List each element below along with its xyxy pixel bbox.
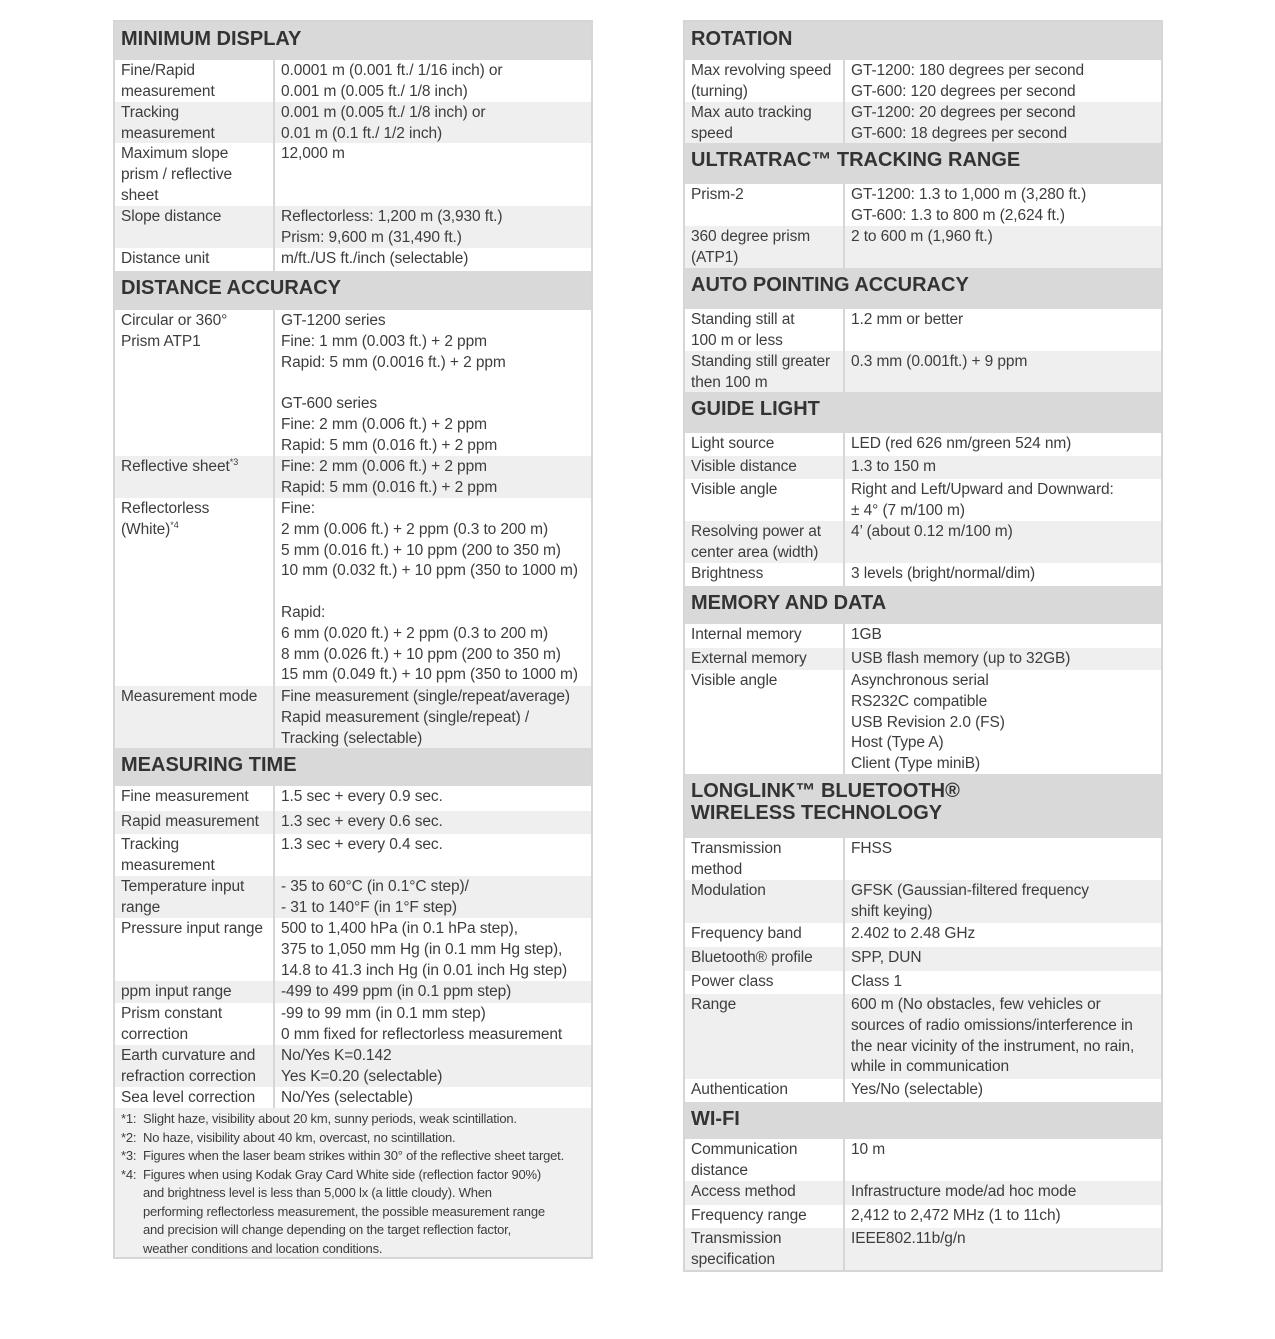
spec-label-cell — [115, 686, 275, 748]
spec-label-cell — [685, 479, 845, 521]
spec-label: Internal memory — [691, 626, 802, 643]
section-heading — [685, 586, 1161, 624]
spec-value-cell — [845, 838, 1161, 880]
footnotes — [115, 1108, 591, 1257]
spec-label-cell — [115, 1087, 275, 1108]
spec-value-cell — [845, 456, 1161, 479]
spec-value: Class 1 — [851, 973, 902, 990]
spec-value: 3 levels (bright/normal/dim) — [851, 565, 1036, 582]
spec-label-cell — [685, 1079, 845, 1102]
spec-value: 500 to 1,400 hPa (in 0.1 hPa step), 375 to 1,050 mm Hg (in 0.1 mm Hg step), 14.8 to 41.3 inch Hg (in 0.01 inch Hg step) — [281, 920, 568, 979]
spec-row — [115, 811, 591, 834]
spec-value-cell — [845, 923, 1161, 947]
spec-value-cell — [845, 1205, 1161, 1228]
spec-value: Yes/No (selectable) — [851, 1081, 983, 1098]
spec-value-cell — [845, 521, 1161, 563]
spec-label: Rapid measurement — [121, 813, 259, 830]
spec-label-cell — [685, 60, 845, 102]
section-guide-light — [685, 392, 1161, 586]
spec-value: GT-1200 series Fine: 1 mm (0.003 ft.) + 2 ppm Rapid: 5 mm (0.0016 ft.) + 2 ppm GT-600 series Fine: 2 mm (0.006 ft.) + 2 ppm Rapid: 5 mm (0.016 ft.) + 2 ppm — [281, 312, 506, 454]
spec-row — [115, 918, 591, 981]
spec-value-cell — [275, 60, 591, 102]
spec-label-cell — [685, 1205, 845, 1228]
spec-label-cell — [685, 880, 845, 923]
footnote-text: Figures when the laser beam strikes within 30° of the reflective sheet target. — [143, 1148, 564, 1163]
left-spec-column — [113, 20, 593, 1259]
spec-value: 1.2 mm or better — [851, 311, 964, 328]
spec-label-cell — [685, 184, 845, 226]
spec-row — [115, 834, 591, 876]
spec-value-cell — [275, 1087, 591, 1108]
spec-value: 1.3 sec + every 0.6 sec. — [281, 813, 443, 830]
spec-value: GT-1200: 1.3 to 1,000 m (3,280 ft.) GT-600: 1.3 to 800 m (2,624 ft.) — [851, 186, 1087, 224]
spec-value-cell — [845, 670, 1161, 774]
spec-value-cell — [845, 1079, 1161, 1102]
spec-value: m/ft./US ft./inch (selectable) — [281, 250, 469, 267]
spec-row — [685, 648, 1161, 670]
spec-value: 1.3 sec + every 0.4 sec. — [281, 836, 443, 853]
spec-value: - 35 to 60°C (in 0.1°C step)/ - 31 to 140°F (in 1°F step) — [281, 878, 469, 916]
spec-value: No/Yes K=0.142 Yes K=0.20 (selectable) — [281, 1047, 443, 1085]
spec-row — [115, 686, 591, 748]
spec-label: Standing still at 100 m or less — [691, 311, 795, 349]
spec-row — [685, 521, 1161, 563]
spec-label: Light source — [691, 435, 775, 452]
spec-row — [115, 206, 591, 248]
spec-value-cell — [845, 1228, 1161, 1270]
section-heading — [685, 22, 1161, 60]
spec-row — [685, 351, 1161, 392]
section-heading-text: MEASURING TIME — [121, 754, 297, 776]
spec-value-cell — [275, 981, 591, 1003]
spec-value-cell — [845, 947, 1161, 971]
spec-value: Fine: 2 mm (0.006 ft.) + 2 ppm (0.3 to 200 m) 5 mm (0.016 ft.) + 10 ppm (200 to 350 m) 10 mm (0.032 ft.) + 10 ppm (350 to 1000 m) Rapid: 6 mm (0.020 ft.) + 2 ppm (0.3 to 200 m) 8 mm (0.026 ft.) + 10 ppm (200 to 350 m) 15 mm (0.049 ft.) + 10 ppm (350 to 1000 m) — [281, 500, 578, 684]
spec-value: 2,412 to 2,472 MHz (1 to 11ch) — [851, 1207, 1061, 1224]
spec-label: Visible angle — [691, 481, 778, 498]
spec-label-cell — [115, 102, 275, 143]
spec-row — [685, 1228, 1161, 1270]
spec-label: Power class — [691, 973, 774, 990]
spec-value-cell — [275, 1003, 591, 1045]
spec-value: GT-1200: 180 degrees per second GT-600: 120 degrees per second — [851, 62, 1085, 100]
spec-label: Circular or 360° Prism ATP1 — [121, 312, 228, 350]
section-heading-text: WI-FI — [691, 1108, 740, 1130]
spec-value-cell — [845, 309, 1161, 351]
spec-label-cell — [115, 310, 275, 456]
footnote — [121, 1166, 585, 1259]
spec-label: Visible distance — [691, 458, 797, 475]
section-memory-and-data — [685, 586, 1161, 774]
spec-value-cell — [845, 994, 1161, 1079]
spec-label: Tracking measurement — [121, 104, 215, 142]
footnote-text: Slight haze, visibility about 20 km, sunny periods, weak scintillation. — [143, 1111, 517, 1126]
spec-value: -499 to 499 ppm (in 0.1 ppm step) — [281, 983, 512, 1000]
spec-value: 12,000 m — [281, 145, 345, 162]
spec-label-cell — [685, 838, 845, 880]
spec-label: Resolving power at center area (width) — [691, 523, 822, 561]
spec-value: 2.402 to 2.48 GHz — [851, 925, 976, 942]
section-heading — [685, 774, 1161, 838]
right-spec-column — [683, 20, 1163, 1272]
spec-value-cell — [275, 834, 591, 876]
spec-label: Bluetooth® profile — [691, 949, 813, 966]
spec-value-cell — [275, 248, 591, 271]
spec-label-cell — [685, 102, 845, 143]
section-longlink-bluetooth-wireless-technology — [685, 774, 1161, 1102]
section-heading-text: ULTRATRAC™ TRACKING RANGE — [691, 149, 1021, 171]
spec-row — [685, 994, 1161, 1079]
spec-row — [685, 226, 1161, 268]
spec-value: 4’ (about 0.12 m/100 m) — [851, 523, 1013, 540]
spec-label: Visible angle — [691, 672, 778, 689]
spec-value-cell — [275, 498, 591, 686]
spec-label-cell — [685, 994, 845, 1079]
spec-value: Right and Left/Upward and Downward: ± 4° (7 m/100 m) — [851, 481, 1114, 519]
spec-label-cell — [115, 918, 275, 981]
spec-label: Reflective sheet — [121, 458, 230, 475]
spec-value-cell — [275, 918, 591, 981]
spec-value-cell — [275, 456, 591, 498]
spec-row — [685, 563, 1161, 586]
section-auto-pointing-accuracy — [685, 268, 1161, 392]
spec-value: 0.001 m (0.005 ft./ 1/8 inch) or 0.01 m (0.1 ft./ 1/2 inch) — [281, 104, 486, 142]
spec-value: 10 m — [851, 1141, 886, 1158]
spec-label: Transmission method — [691, 840, 782, 878]
spec-row — [685, 433, 1161, 456]
spec-label: Standing still greater then 100 m — [691, 353, 831, 391]
spec-row — [685, 309, 1161, 351]
spec-row — [115, 1087, 591, 1108]
spec-value-cell — [845, 648, 1161, 670]
spec-label: Earth curvature and refraction correction — [121, 1047, 256, 1085]
spec-row — [685, 880, 1161, 923]
spec-value-cell — [845, 226, 1161, 268]
spec-value: Asynchronous serial RS232C compatible USB Revision 2.0 (FS) Host (Type A) Client (Type miniB) — [851, 672, 1005, 773]
section-heading — [115, 22, 591, 60]
spec-label: Slope distance — [121, 208, 222, 225]
spec-value: IEEE802.11b/g/n — [851, 1230, 966, 1247]
spec-value: GFSK (Gaussian-filtered frequency shift keying) — [851, 882, 1089, 920]
spec-value-cell — [845, 1139, 1161, 1181]
footnote-ref: *4 — [170, 519, 179, 530]
section-heading — [115, 748, 591, 786]
spec-value: SPP, DUN — [851, 949, 922, 966]
spec-label: ppm input range — [121, 983, 232, 1000]
spec-row — [685, 479, 1161, 521]
spec-value: 1.3 to 150 m — [851, 458, 936, 475]
spec-label-cell — [685, 521, 845, 563]
footnote-number: *4: — [121, 1166, 137, 1182]
spec-label-cell — [685, 1228, 845, 1270]
spec-value: LED (red 626 nm/green 524 nm) — [851, 435, 1072, 452]
spec-label-cell — [685, 670, 845, 774]
spec-value-cell — [845, 880, 1161, 923]
spec-label-cell — [115, 248, 275, 271]
spec-value: -99 to 99 mm (in 0.1 mm step) 0 mm fixed for reflectorless measurement — [281, 1005, 563, 1043]
section-measuring-time — [115, 748, 591, 1108]
spec-label: Distance unit — [121, 250, 210, 267]
spec-row — [115, 876, 591, 918]
spec-label: Fine measurement — [121, 788, 249, 805]
spec-value-cell — [275, 206, 591, 248]
spec-label: Reflectorless (White) — [121, 500, 210, 538]
spec-label-cell — [685, 1181, 845, 1205]
spec-value: 0.0001 m (0.001 ft./ 1/16 inch) or 0.001 m (0.005 ft./ 1/8 inch) — [281, 62, 503, 100]
spec-label: 360 degree prism (ATP1) — [691, 228, 811, 266]
spec-row — [115, 143, 591, 206]
spec-value-cell — [275, 876, 591, 918]
spec-label: Temperature input range — [121, 878, 245, 916]
spec-label: Range — [691, 996, 737, 1013]
spec-row — [115, 102, 591, 143]
spec-label: Maximum slope prism / reflective sheet — [121, 145, 233, 204]
spec-row — [115, 498, 591, 686]
spec-value-cell — [845, 563, 1161, 586]
spec-value: Reflectorless: 1,200 m (3,930 ft.) Prism: 9,600 m (31,490 ft.) — [281, 208, 503, 246]
section-heading — [685, 268, 1161, 309]
spec-label: Frequency range — [691, 1207, 807, 1224]
spec-value-cell — [275, 102, 591, 143]
spec-label: Communication distance — [691, 1141, 798, 1179]
section-heading — [685, 392, 1161, 433]
spec-value-cell — [845, 624, 1161, 648]
spec-value-cell — [845, 184, 1161, 226]
spec-value-cell — [275, 786, 591, 811]
section-heading — [685, 1102, 1161, 1139]
section-heading — [685, 143, 1161, 184]
spec-row — [685, 102, 1161, 143]
spec-value: GT-1200: 20 degrees per second GT-600: 18 degrees per second — [851, 104, 1076, 142]
spec-row — [685, 1139, 1161, 1181]
section-minimum-display — [115, 22, 591, 271]
spec-label: Max revolving speed (turning) — [691, 62, 832, 100]
footnote-number: *3: — [121, 1148, 137, 1163]
spec-label-cell — [685, 648, 845, 670]
spec-value: 1.5 sec + every 0.9 sec. — [281, 788, 443, 805]
section-rotation — [685, 22, 1161, 143]
section-heading-text: LONGLINK™ BLUETOOTH® WIRELESS TECHNOLOGY — [691, 780, 960, 824]
spec-value-cell — [845, 479, 1161, 521]
footnote-ref: *3 — [229, 457, 239, 467]
spec-row — [115, 786, 591, 811]
spec-value: Fine measurement (single/repeat/average) Rapid measurement (single/repeat) / Tracking (selectable) — [281, 688, 570, 747]
spec-label: Authentication — [691, 1081, 788, 1098]
section-ultratrac-tracking-range — [685, 143, 1161, 268]
spec-value-cell — [275, 310, 591, 456]
spec-label: Access method — [691, 1183, 796, 1200]
spec-row — [115, 981, 591, 1003]
spec-row — [115, 456, 591, 498]
spec-label-cell — [685, 1139, 845, 1181]
spec-label-cell — [115, 1045, 275, 1087]
spec-value: 1GB — [851, 626, 882, 643]
spec-label-cell — [115, 1003, 275, 1045]
section-heading-text: GUIDE LIGHT — [691, 398, 820, 420]
spec-label: Modulation — [691, 882, 766, 899]
spec-label-cell — [115, 206, 275, 248]
spec-row — [685, 838, 1161, 880]
spec-value: 2 to 600 m (1,960 ft.) — [851, 228, 993, 245]
spec-value-cell — [845, 1181, 1161, 1205]
spec-value-cell — [845, 60, 1161, 102]
spec-row — [115, 1003, 591, 1045]
spec-label-cell — [685, 309, 845, 351]
spec-label-cell — [685, 351, 845, 392]
spec-label: Prism-2 — [691, 186, 744, 203]
spec-label-cell — [685, 971, 845, 994]
section-heading-text: MINIMUM DISPLAY — [121, 28, 302, 50]
spec-value: Infrastructure mode/ad hoc mode — [851, 1183, 1077, 1200]
spec-row — [685, 1079, 1161, 1102]
spec-value: Fine: 2 mm (0.006 ft.) + 2 ppm Rapid: 5 mm (0.016 ft.) + 2 ppm — [281, 458, 498, 496]
spec-row — [685, 923, 1161, 947]
spec-row — [115, 60, 591, 102]
footnote — [121, 1110, 585, 1129]
spec-label-cell — [115, 981, 275, 1003]
spec-value-cell — [275, 811, 591, 834]
spec-label: Pressure input range — [121, 920, 263, 937]
section-heading-text: DISTANCE ACCURACY — [121, 277, 341, 299]
spec-row — [685, 1205, 1161, 1228]
spec-row — [685, 624, 1161, 648]
spec-row — [685, 971, 1161, 994]
spec-value: 0.3 mm (0.001ft.) + 9 ppm — [851, 353, 1028, 370]
section-wi-fi — [685, 1102, 1161, 1270]
section-heading-text: MEMORY AND DATA — [691, 592, 887, 614]
spec-label-cell — [115, 786, 275, 811]
spec-row — [685, 1181, 1161, 1205]
footnote-text: No haze, visibility about 40 km, overcast, no scintillation. — [143, 1129, 456, 1145]
spec-label-cell — [685, 624, 845, 648]
section-distance-accuracy — [115, 271, 591, 748]
spec-label: Measurement mode — [121, 688, 258, 705]
spec-label-cell — [115, 498, 275, 686]
spec-label-cell — [685, 923, 845, 947]
spec-label: Max auto tracking speed — [691, 104, 812, 142]
footnote-number: *2: — [121, 1129, 137, 1145]
footnote-text: Figures when using Kodak Gray Card White side (reflection factor 90%) and brightness level is less than 5,000 lx (a little cloudy). When performing reflectorless measurement, the possible measurement range and precision will change depending on the target reflection factor, weather conditions and location conditions. — [143, 1166, 545, 1256]
section-heading — [115, 271, 591, 310]
spec-value: No/Yes (selectable) — [281, 1089, 413, 1106]
spec-label-cell — [115, 456, 275, 498]
spec-label-cell — [115, 876, 275, 918]
spec-value: FHSS — [851, 840, 892, 857]
spec-label: Transmission specification — [691, 1230, 782, 1268]
spec-value: USB flash memory (up to 32GB) — [851, 650, 1071, 667]
spec-label-cell — [685, 433, 845, 456]
spec-row — [685, 60, 1161, 102]
spec-label: Fine/Rapid measurement — [121, 62, 215, 100]
spec-label-cell — [115, 834, 275, 876]
spec-row — [685, 456, 1161, 479]
spec-label: Brightness — [691, 565, 764, 582]
spec-value-cell — [275, 143, 591, 206]
spec-value-cell — [845, 351, 1161, 392]
section-heading-text: AUTO POINTING ACCURACY — [691, 274, 969, 296]
spec-row — [115, 1045, 591, 1087]
spec-label: Tracking measurement — [121, 836, 215, 874]
spec-row — [685, 670, 1161, 774]
spec-label-cell — [115, 60, 275, 102]
footnote — [121, 1129, 585, 1148]
section-heading-text: ROTATION — [691, 28, 793, 50]
spec-label-cell — [685, 456, 845, 479]
spec-label: Sea level correction — [121, 1089, 256, 1106]
spec-row — [115, 310, 591, 456]
spec-label-cell — [685, 947, 845, 971]
spec-label-cell — [685, 563, 845, 586]
footnote-number: *1: — [121, 1111, 137, 1126]
spec-value-cell — [275, 1045, 591, 1087]
footnote — [121, 1147, 585, 1166]
spec-value: 600 m (No obstacles, few vehicles or sources of radio omissions/interference in the near vicinity of the instrument, no rain, while in communication — [851, 996, 1135, 1076]
spec-row — [115, 248, 591, 271]
spec-row — [685, 947, 1161, 971]
spec-label-cell — [115, 143, 275, 206]
spec-value-cell — [845, 102, 1161, 143]
spec-label: Frequency band — [691, 925, 802, 942]
spec-label: External memory — [691, 650, 807, 667]
spec-value-cell — [275, 686, 591, 748]
spec-row — [685, 184, 1161, 226]
spec-label-cell — [685, 226, 845, 268]
spec-value-cell — [845, 971, 1161, 994]
spec-value-cell — [845, 433, 1161, 456]
spec-label: Prism constant correction — [121, 1005, 223, 1043]
spec-label-cell — [115, 811, 275, 834]
